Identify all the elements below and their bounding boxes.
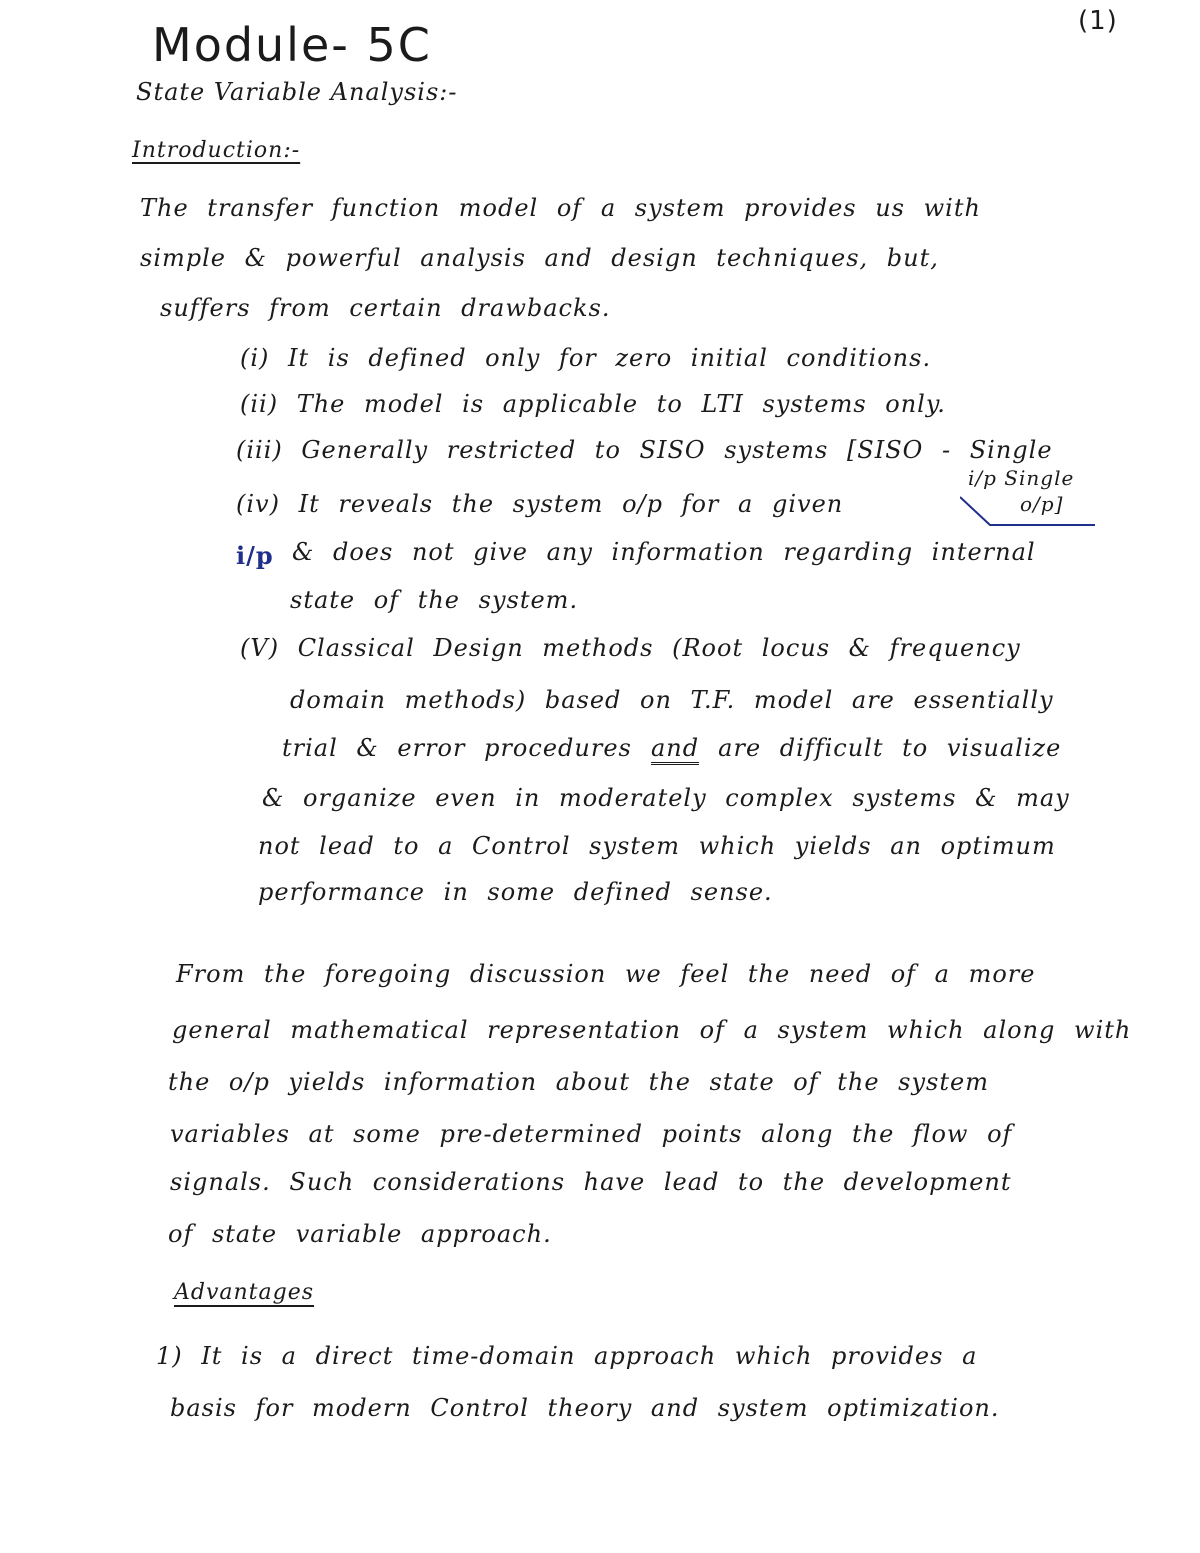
page-number: (1) bbox=[1078, 6, 1118, 36]
drawback-item: (V) Classical Design methods (Root locus & frequency bbox=[240, 634, 1021, 662]
advantage-item: 1) It is a direct time-domain approach which provides a bbox=[156, 1342, 978, 1370]
discussion-line: signals. Such considerations have lead to the development bbox=[170, 1168, 1012, 1196]
bracket-stroke bbox=[960, 492, 1095, 529]
discussion-line: From the foregoing discussion we feel the need of a more bbox=[176, 960, 1036, 988]
drawback-note: o/p] bbox=[1020, 492, 1064, 516]
drawback-item: state of the system. bbox=[290, 586, 579, 614]
page-title: Module- 5C bbox=[152, 18, 432, 72]
underlined-and: and bbox=[651, 734, 699, 765]
introduction-heading: Introduction:- bbox=[132, 138, 301, 163]
drawback-io: i/p bbox=[236, 541, 274, 570]
discussion-line: the o/p yields information about the state of the system bbox=[168, 1068, 989, 1096]
drawback-item: not lead to a Control system which yields an optimum bbox=[258, 832, 1056, 860]
drawback-item: domain methods) based on T.F. model are essentially bbox=[290, 686, 1054, 714]
drawback-item: performance in some defined sense. bbox=[258, 878, 773, 906]
discussion-line: general mathematical representation of a system which along with bbox=[172, 1016, 1132, 1044]
drawback-item: (iii) Generally restricted to SISO systems [SISO - Single bbox=[236, 436, 1053, 464]
drawback-item: (i) It is defined only for zero initial conditions. bbox=[240, 344, 932, 372]
intro-line: suffers from certain drawbacks. bbox=[160, 294, 611, 322]
intro-line: simple & powerful analysis and design techniques, but, bbox=[140, 244, 939, 272]
drawback-text: trial & error procedures bbox=[282, 734, 632, 762]
discussion-line: of state variable approach. bbox=[168, 1220, 552, 1248]
intro-line: The transfer function model of a system provides us with bbox=[140, 194, 981, 222]
advantages-heading: Advantages bbox=[174, 1280, 315, 1305]
drawback-text: are difficult to visualize bbox=[718, 734, 1062, 762]
discussion-line: variables at some pre-determined points along the flow of bbox=[170, 1120, 1013, 1148]
drawback-note: i/p Single bbox=[968, 466, 1075, 490]
drawback-item: (ii) The model is applicable to LTI systems only. bbox=[240, 390, 946, 418]
drawback-item: & does not give any information regarding internal bbox=[292, 538, 1036, 566]
page-subtitle: State Variable Analysis:- bbox=[136, 78, 458, 106]
drawback-line bbox=[282, 736, 1061, 760]
advantage-item: basis for modern Control theory and system optimization. bbox=[170, 1394, 1000, 1422]
drawback-item: (iv) It reveals the system o/p for a given bbox=[236, 490, 844, 518]
drawback-item: & organize even in moderately complex systems & may bbox=[262, 784, 1070, 812]
